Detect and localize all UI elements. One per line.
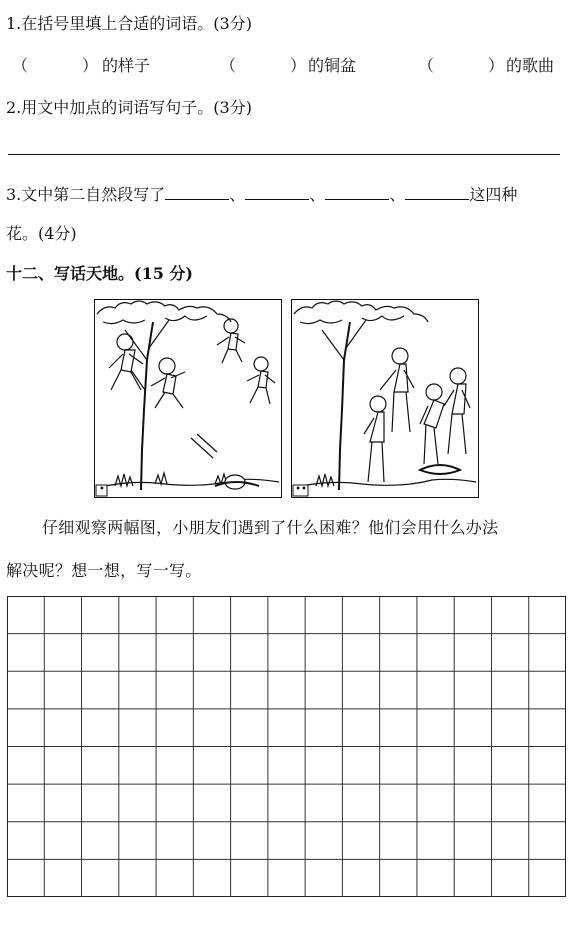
question-3-line2: 花。(4分) — [6, 224, 77, 243]
separator: 、 — [309, 185, 326, 204]
answer-blank-3[interactable] — [325, 183, 389, 200]
paren-close-2: ） — [290, 56, 307, 75]
question-3 — [6, 183, 517, 205]
paren-open-2: （ — [220, 56, 237, 75]
answer-line[interactable] — [8, 154, 560, 155]
blank-label-2: 的铜盆 — [308, 56, 357, 75]
blank-label-1: 的样子 — [102, 56, 151, 75]
question-1: 1.在括号里填上合适的词语。(3分) — [6, 14, 252, 33]
writing-grid-lines — [7, 596, 566, 897]
question-3-end: 这四种 — [469, 185, 518, 204]
panel-1-marker: • — [99, 484, 105, 495]
writing-prompt-line-1: 仔细观察两幅图，小朋友们遇到了什么困难？他们会用什么办法 — [42, 518, 499, 537]
blank-label-3: 的歌曲 — [506, 56, 555, 75]
separator: 、 — [229, 185, 246, 204]
paren-open-1: （ — [12, 56, 29, 75]
paren-close-3: ） — [488, 56, 505, 75]
paren-close-1: ） — [82, 56, 99, 75]
panel-2-marker: •• — [295, 484, 307, 495]
picture-panel-2 — [291, 299, 479, 498]
answer-blank-1[interactable] — [165, 183, 229, 200]
illustration-children-playing-ball — [95, 300, 282, 498]
writing-grid[interactable] — [7, 596, 566, 897]
writing-prompt-line-2: 解决呢？想一想，写一写。 — [6, 561, 202, 580]
picture-panel-1 — [94, 299, 282, 498]
paren-open-3: （ — [418, 56, 435, 75]
answer-blank-2[interactable] — [245, 183, 309, 200]
section-12-title: 十二、写话天地。(15 分) — [6, 264, 193, 283]
answer-blank-4[interactable] — [405, 183, 469, 200]
question-2: 2.用文中加点的词语写句子。(3分) — [6, 98, 252, 117]
separator: 、 — [389, 185, 406, 204]
illustration-children-looking-at-hole — [292, 300, 479, 498]
question-3-start: 3.文中第二自然段写了 — [6, 185, 166, 204]
